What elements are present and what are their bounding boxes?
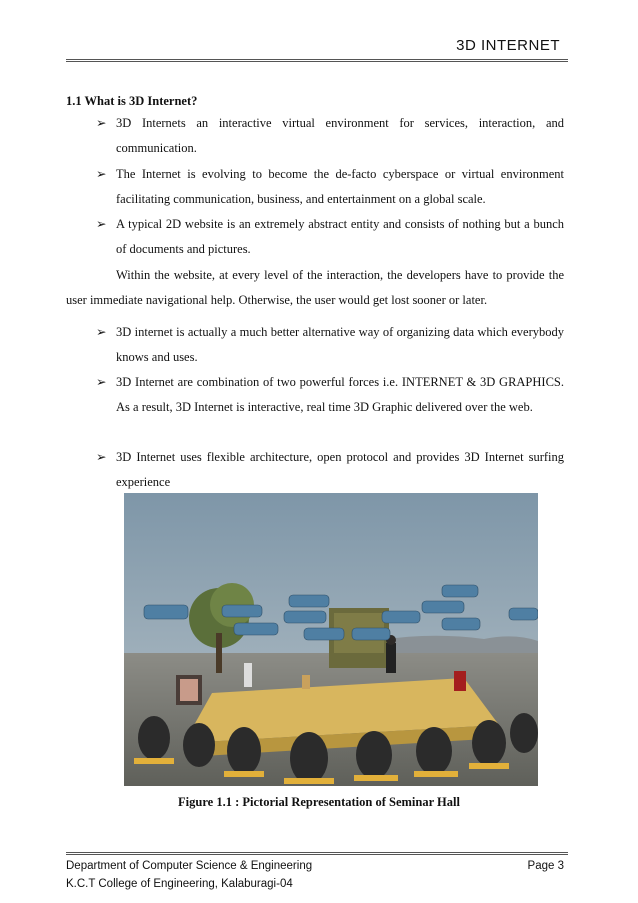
bullet-item: [96, 111, 564, 161]
bullet-item: [96, 212, 564, 262]
footer-college: K.C.T College of Engineering, Kalaburagi-04: [66, 878, 293, 890]
bullet-text: The Internet is evolving to become the de-facto cyberspace or virtual environment facilitating communication, business, and entertainment on a global scale.: [116, 167, 564, 206]
virtual-seminar-scene-image: [124, 493, 538, 786]
footer-rule: [66, 852, 568, 855]
figure-caption: Figure 1.1 : Pictorial Representation of Seminar Hall: [178, 795, 460, 809]
arrow-bullet-icon: ➢: [96, 375, 107, 389]
bullet-text: A typical 2D website is an extremely abstract entity and consists of nothing but a bunch of documents and pictures.: [116, 217, 564, 256]
header-rule: [66, 59, 568, 62]
arrow-bullet-icon: ➢: [96, 325, 107, 339]
footer-page-number: Page 3: [527, 860, 564, 872]
bullet-item: [96, 162, 564, 212]
bullet-item: [96, 370, 564, 420]
section-heading: 1.1 What is 3D Internet?: [66, 94, 198, 108]
bullet-text: 3D Internet are combination of two powerful forces i.e. INTERNET & 3D GRAPHICS. As a result, 3D Internet is interactive, real time 3D Graphic delivered over the web.: [116, 375, 564, 414]
running-header-title: 3D INTERNET: [456, 37, 560, 54]
footer-department: Department of Computer Science & Engineering: [66, 860, 313, 872]
arrow-bullet-icon: ➢: [96, 167, 107, 181]
bullet-text: 3D Internets an interactive virtual environment for services, interaction, and communication.: [116, 116, 564, 155]
bullet-text: 3D internet is actually a much better alternative way of organizing data which everybody knows and uses.: [116, 325, 564, 364]
bullet-item: [96, 320, 564, 370]
body-paragraph: Within the website, at every level of the interaction, the developers have to provide the user immediate navigational help. Otherwise, the user would get lost sooner or later.: [66, 268, 564, 307]
arrow-bullet-icon: ➢: [96, 217, 107, 231]
bullet-item: [96, 445, 564, 495]
bullet-text: 3D Internet uses flexible architecture, open protocol and provides 3D Internet surfing experience: [116, 450, 564, 489]
arrow-bullet-icon: ➢: [96, 450, 107, 464]
arrow-bullet-icon: ➢: [96, 116, 107, 130]
seminar-hall-figure: [124, 493, 538, 786]
